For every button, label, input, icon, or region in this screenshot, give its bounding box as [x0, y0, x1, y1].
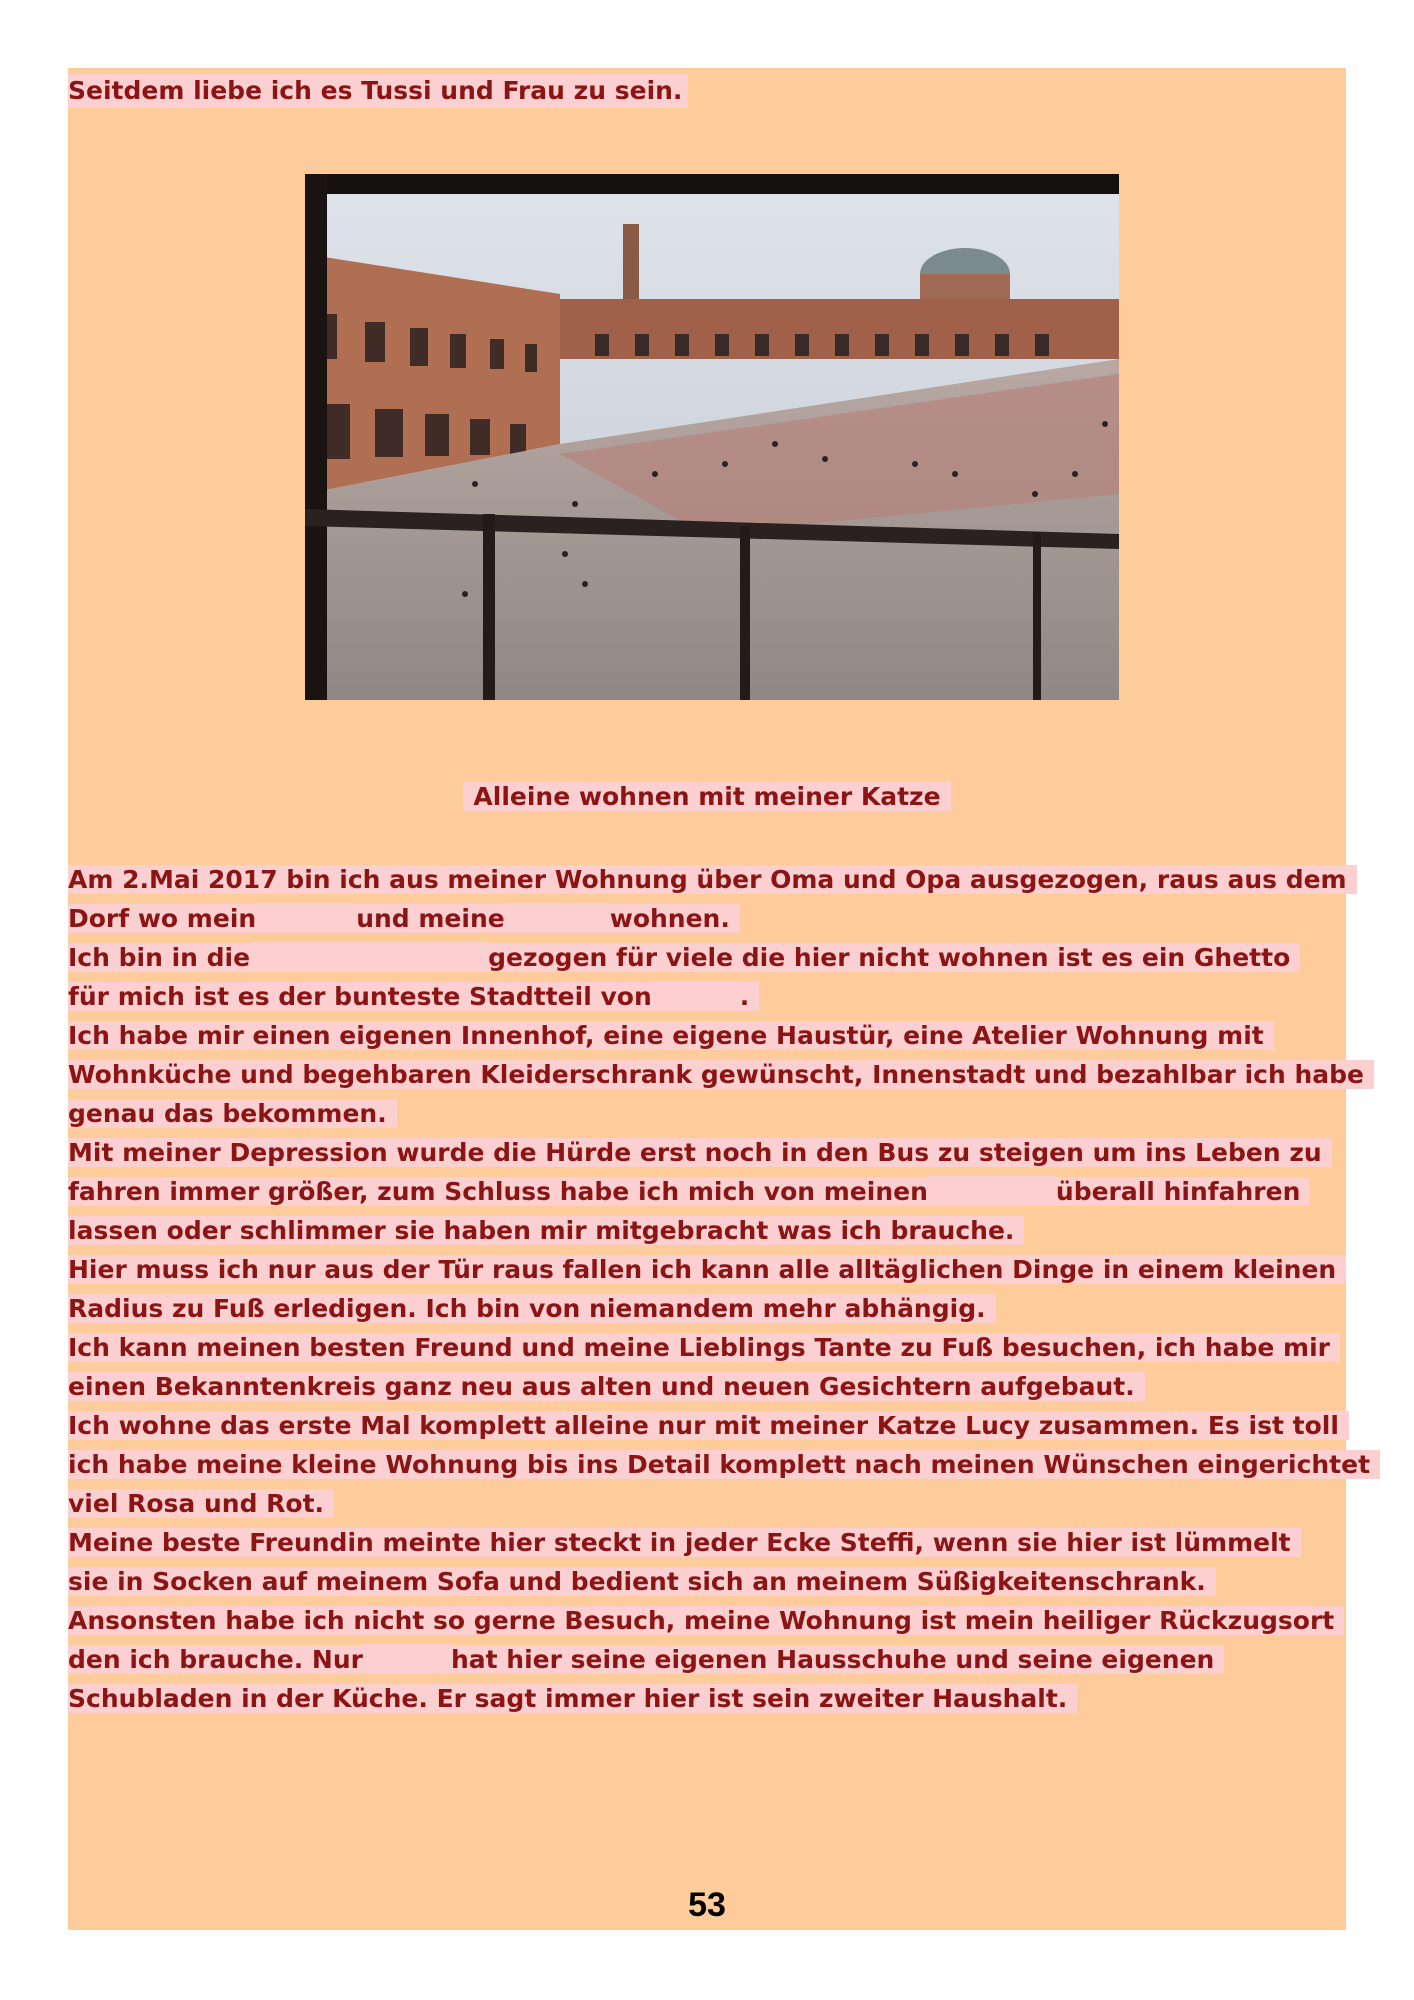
- line-15: Ich wohne das erste Mal komplett alleine nur mit meiner Katze Lucy zusammen. Es ist toll: [68, 1411, 1349, 1440]
- text-line: [68, 1328, 1346, 1367]
- redacted-name: [505, 903, 610, 933]
- text-line: [68, 1367, 1346, 1406]
- redacted-name: [928, 1176, 1056, 1206]
- piazza-view-photo: [305, 174, 1119, 700]
- line-2c: wohnen.: [610, 904, 740, 933]
- line-17: viel Rosa und Rot.: [68, 1489, 334, 1518]
- text-line: [68, 1679, 1346, 1718]
- line-18: Meine beste Freundin meinte hier steckt in jeder Ecke Steffi, wenn sie hier ist lümmelt: [68, 1528, 1301, 1557]
- redacted-name: [363, 1644, 451, 1674]
- redacted-place: [250, 942, 488, 972]
- line-13: Ich kann meinen besten Freund und meine Lieblings Tante zu Fuß besuchen, ich habe mir: [68, 1333, 1340, 1362]
- text-line: [68, 1406, 1346, 1445]
- redacted-name: [256, 903, 356, 933]
- section-heading-text: Alleine wohnen mit meiner Katze: [463, 782, 950, 811]
- page: [68, 68, 1371, 1930]
- line-21a: den ich brauche. Nur: [68, 1645, 363, 1674]
- line-2b: und meine: [356, 904, 505, 933]
- line-22: Schubladen in der Küche. Er sagt immer hier ist sein zweiter Haushalt.: [68, 1684, 1077, 1713]
- text-line: [68, 977, 1346, 1016]
- text-line: [68, 1289, 1346, 1328]
- text-line: [68, 1250, 1346, 1289]
- line-16: ich habe meine kleine Wohnung bis ins Detail komplett nach meinen Wünschen eingerichtet: [68, 1450, 1380, 1479]
- text-line: [68, 1133, 1346, 1172]
- line-9b: überall hinfahren: [1056, 1177, 1310, 1206]
- intro-line: Seitdem liebe ich es Tussi und Frau zu sein.: [68, 74, 688, 108]
- text-line: [68, 1562, 1346, 1601]
- line-20: Ansonsten habe ich nicht so gerne Besuch, meine Wohnung ist mein heiliger Rückzugsort: [68, 1606, 1344, 1635]
- text-line: [68, 1211, 1346, 1250]
- text-line: [68, 1016, 1346, 1055]
- line-1: Am 2.Mai 2017 bin ich aus meiner Wohnung über Oma und Opa ausgezogen, raus aus dem: [68, 865, 1357, 894]
- text-line: [68, 1172, 1346, 1211]
- line-5: Ich habe mir einen eigenen Innenhof, eine eigene Haustür, eine Atelier Wohnung mit: [68, 1021, 1274, 1050]
- text-line: [68, 938, 1346, 977]
- line-21b: hat hier seine eigenen Hausschuhe und seine eigenen: [451, 1645, 1224, 1674]
- text-line: [68, 1484, 1346, 1523]
- line-9a: fahren immer größer, zum Schluss habe ich mich von meinen: [68, 1177, 928, 1206]
- line-11: Hier muss ich nur aus der Tür raus fallen ich kann alle alltäglichen Dinge in einem kleinen: [68, 1255, 1346, 1284]
- text-line: [68, 1640, 1346, 1679]
- text-line: [68, 1601, 1346, 1640]
- text-line: [68, 1445, 1371, 1484]
- line-3b: gezogen für viele die hier nicht wohnen ist es ein Ghetto: [488, 943, 1300, 972]
- text-line: [68, 1055, 1365, 1094]
- text-line: [68, 1523, 1346, 1562]
- line-3a: Ich bin in die: [68, 943, 251, 972]
- line-19: sie in Socken auf meinem Sofa und bedient sich an meinem Süßigkeitenschrank.: [68, 1567, 1216, 1596]
- text-line: [68, 899, 1346, 938]
- line-6: Wohnküche und begehbaren Kleiderschrank gewünscht, Innenstadt und bezahlbar ich habe: [68, 1060, 1374, 1089]
- line-8: Mit meiner Depression wurde die Hürde erst noch in den Bus zu steigen um ins Leben zu: [68, 1138, 1332, 1167]
- line-2a: Dorf wo mein: [68, 904, 257, 933]
- page-number: 53: [688, 1886, 726, 1924]
- line-4a: für mich ist es der bunteste Stadtteil von: [68, 982, 652, 1011]
- text-line: [68, 1094, 1346, 1133]
- line-7: genau das bekommen.: [68, 1099, 397, 1128]
- line-14: einen Bekanntenkreis ganz neu aus alten und neuen Gesichtern aufgebaut.: [68, 1372, 1145, 1401]
- redacted-city: [652, 981, 740, 1011]
- line-12: Radius zu Fuß erledigen. Ich bin von niemandem mehr abhängig.: [68, 1294, 996, 1323]
- text-line: [68, 860, 1346, 899]
- section-heading: [68, 779, 1346, 815]
- body-text: [68, 860, 1371, 1718]
- line-4b: .: [740, 982, 760, 1011]
- line-10: lassen oder schlimmer sie haben mir mitgebracht was ich brauche.: [68, 1216, 1024, 1245]
